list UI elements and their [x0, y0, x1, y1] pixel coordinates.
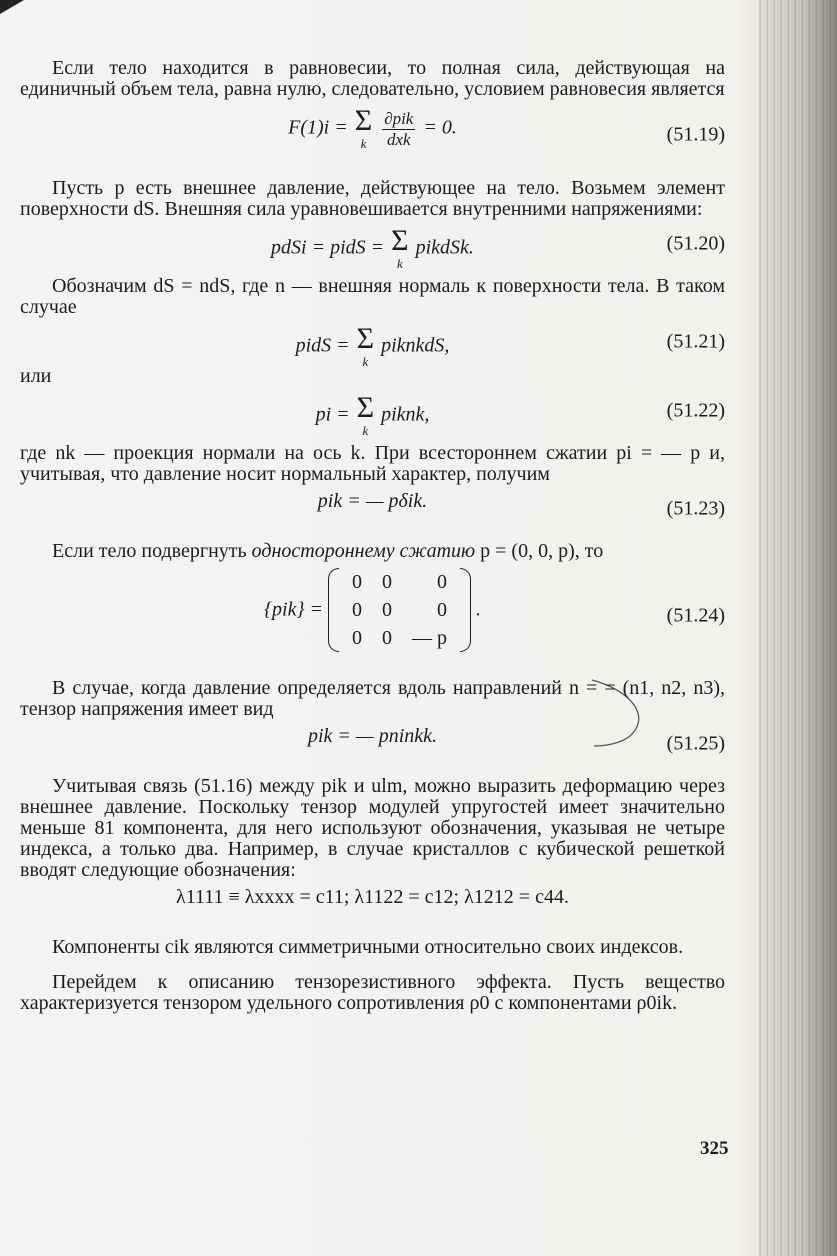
paragraph-projection: где nk — проекция нормали на ось k. При всестороннем сжатии pi = — p и, учитывая, что давление носит нормальный характер, получим	[20, 442, 725, 485]
paragraph-elastic-moduli: Учитывая связь (51.16) между pik и ulm, можно выразить деформацию через внешнее давление. Поскольку тензор модулей упругостей имеет значительно меньше 81 компонента, для него используют обозначения, указывая не четыре индекса, а только два. Например, в случае кристаллов с кубической решеткой вводят следующие обозначения:	[20, 775, 725, 881]
emphasis-uniaxial: одностороннему сжатию	[251, 540, 476, 562]
page-number: 325	[700, 1138, 729, 1159]
book-binding-shadow	[759, 0, 837, 1256]
equation-number: (51.25)	[666, 732, 725, 755]
stress-matrix: 0 0 0 0 0 0 0 0 — p	[328, 568, 471, 652]
paragraph-symmetric-components: Компоненты cik являются симметричными относительно своих индексов.	[52, 936, 684, 958]
sum-symbol: Σ k	[391, 224, 409, 271]
paragraph-equilibrium: Если тело находится в равновесии, то полная сила, действующая на единичный объем тела, равна нулю, следовательно, условием равновесия является	[20, 57, 725, 100]
eq-lhs: F(1)i =	[288, 116, 348, 139]
paragraph-uniaxial: Если тело подвергнуть одностороннему сжатию p = (0, 0, p), то	[52, 540, 604, 562]
equation-51-23: pik = — pδik. (51.23)	[317, 490, 725, 520]
equation-number: (51.24)	[666, 604, 725, 627]
eq-rhs: = 0.	[423, 116, 457, 139]
equation-number: (51.22)	[666, 399, 725, 422]
equation-51-21: pidS = Σ k piknkdS, (51.21)	[295, 322, 725, 369]
paragraph-or: или	[20, 365, 52, 387]
sum-symbol: Σ k	[354, 104, 373, 151]
equation-51-22: pi = Σ k piknk, (51.22)	[315, 391, 725, 438]
text-column	[20, 58, 725, 1014]
equation-51-20: pdSi = pidS = Σ k pikdSk. (51.20)	[271, 224, 725, 271]
equation-number: (51.21)	[666, 330, 725, 353]
equation-number: (51.19)	[666, 123, 725, 146]
equation-51-24: {pik} = 0 0 0 0 0 0 0 0 — p . (51.24)	[20, 568, 725, 664]
fraction: $\frac{\text{∂pik}}{\text{dxk}}$	[384, 108, 414, 149]
paragraph-tensoresistive: Перейдем к описанию тензорезистивного эффекта. Пусть вещество характеризуется тензором удельного сопротивления ρ0 с компонентами ρ0ik.	[20, 971, 725, 1014]
equation-number: (51.23)	[666, 497, 725, 520]
equation-number: (51.20)	[666, 232, 725, 255]
equation-51-25: pik = — pninkk. (51.25)	[307, 725, 725, 755]
page-corner-mark	[0, 0, 24, 14]
paragraph-directional: В случае, когда давление определяется вдоль направлений n = = (n1, n2, n3), тензор напряжения имеет вид	[20, 677, 725, 720]
equation-51-19	[20, 106, 725, 164]
paragraph-normal: Обозначим dS = ndS, где n — внешняя нормаль к поверхности тела. В таком случае	[20, 275, 725, 318]
sum-symbol: Σ k	[356, 322, 375, 369]
sum-symbol: Σ k	[356, 391, 375, 438]
paragraph-external-pressure: Пусть p есть внешнее давление, действующее на тело. Возьмем элемент поверхности dS. Внешняя сила уравновешивается внутренними напряжениями:	[20, 177, 725, 220]
equation-cubic-notation: λ1111 ≡ λxxxx = c11; λ1122 = c12; λ1212 = c44.	[176, 886, 569, 908]
